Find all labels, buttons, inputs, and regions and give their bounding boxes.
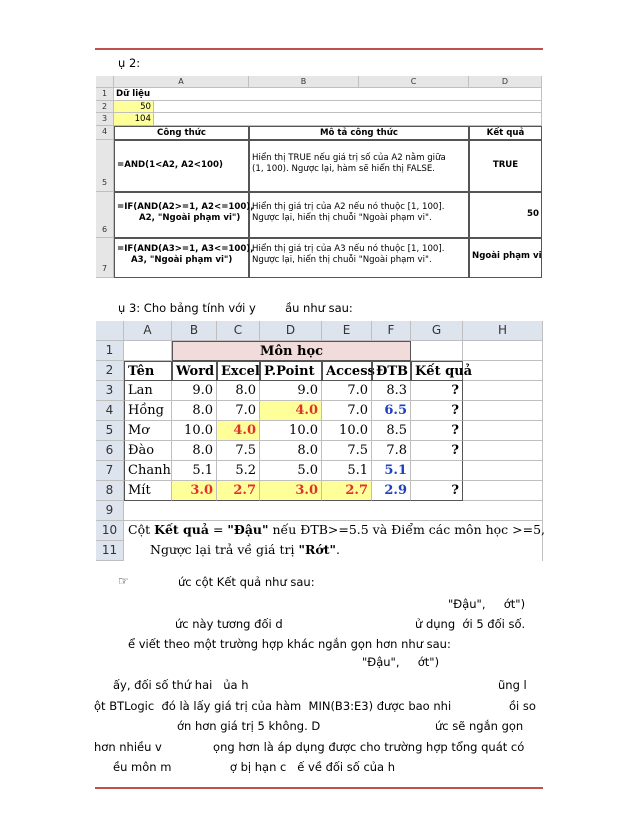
- empty-cell: [463, 461, 543, 481]
- empty-cell: [411, 341, 463, 361]
- header-name: Tên: [124, 361, 172, 381]
- body-line: ấy, đối số thứ hai ủa h: [113, 678, 249, 692]
- score-access: 7.5: [322, 441, 372, 461]
- example-2-heading: ụ 2:: [118, 56, 141, 70]
- row-number: 4: [96, 126, 114, 140]
- top-rule: [95, 48, 543, 50]
- row-number: 2: [96, 101, 114, 113]
- formula-text: =AND(1<A2, A2<100): [117, 160, 223, 170]
- row-number: 3: [96, 381, 124, 401]
- header-excel: Excel: [217, 361, 260, 381]
- column-header-b: B: [249, 76, 359, 88]
- empty-cell: [124, 341, 172, 361]
- corner-cell: [96, 321, 124, 341]
- note-text: Cột: [128, 522, 155, 537]
- bottom-rule: [95, 787, 543, 789]
- formula-text: =IF(AND(A2>=1, A2<=100),: [117, 202, 254, 212]
- body-line: ức này tương đối d: [175, 617, 283, 631]
- body-line: ều môn m ợ bị hạn c ế về đối số của h: [113, 760, 396, 774]
- subject-title-cell: Môn học: [172, 341, 411, 361]
- description-cell: [249, 192, 469, 238]
- column-header-a: A: [114, 76, 249, 88]
- score-excel: 7.0: [217, 401, 260, 421]
- average-score: 8.5: [372, 421, 411, 441]
- formula-cell: [114, 238, 254, 278]
- note-keyword: Kết quả: [154, 522, 209, 537]
- note-text: =: [208, 522, 228, 537]
- student-name: Mơ: [124, 421, 172, 441]
- empty-cell: [154, 101, 542, 113]
- score-access: 2.7: [322, 481, 372, 501]
- score-ppoint: 4.0: [260, 401, 322, 421]
- empty-cell: [463, 441, 543, 461]
- rule-note-line-1: [128, 522, 545, 537]
- formula-text: A2, "Ngoài phạm vi"): [139, 212, 241, 223]
- empty-cell: [154, 113, 542, 126]
- score-word: 8.0: [172, 401, 217, 421]
- score-word: 10.0: [172, 421, 217, 441]
- note-keyword: "Rớt": [298, 542, 336, 557]
- header-result: Kết quả: [411, 361, 463, 381]
- score-ppoint: 9.0: [260, 381, 322, 401]
- spreadsheet-image-1: [96, 76, 542, 278]
- row-number: 3: [96, 113, 114, 126]
- score-ppoint: 10.0: [260, 421, 322, 441]
- body-line: ức sẽ ngắn gọn: [435, 719, 524, 733]
- data-label-cell: Dữ liệu: [114, 88, 249, 101]
- row-number: 10: [96, 521, 124, 541]
- description-cell: [249, 140, 469, 192]
- student-name: Chanh: [124, 461, 172, 481]
- column-header-c: C: [359, 76, 469, 88]
- result-value: ?: [411, 441, 463, 461]
- cell-a2: 50: [114, 101, 154, 113]
- description-line: Ngược lại, hiển thị chuỗi "Ngoài phạm vi".: [252, 212, 432, 223]
- header-word: Word: [172, 361, 217, 381]
- score-excel: 2.7: [217, 481, 260, 501]
- corner-cell: [96, 76, 114, 88]
- formula-cell: [114, 140, 249, 192]
- score-ppoint: 8.0: [260, 441, 322, 461]
- result-value: ?: [411, 381, 463, 401]
- column-header-e: E: [322, 321, 372, 341]
- row-number: 6: [96, 192, 114, 238]
- score-access: 7.0: [322, 401, 372, 421]
- header-result: Kết quả: [469, 126, 542, 140]
- average-score: 6.5: [372, 401, 411, 421]
- formula-text: A3, "Ngoài phạm vi"): [131, 254, 233, 265]
- empty-cell: [463, 361, 543, 381]
- score-word: 9.0: [172, 381, 217, 401]
- header-description: Mô tả công thức: [249, 126, 469, 140]
- row-number: 7: [96, 238, 114, 278]
- score-access: 5.1: [322, 461, 372, 481]
- row-number: 11: [96, 541, 124, 561]
- note-text: Ngược lại trả về giá trị: [150, 542, 299, 557]
- average-score: 5.1: [372, 461, 411, 481]
- body-line: ức cột Kết quả như sau:: [178, 575, 315, 589]
- result-cell: 50: [469, 192, 542, 238]
- empty-cell: [463, 341, 543, 361]
- description-line: Ngược lại, hiển thị chuỗi "Ngoài phạm vi".: [252, 254, 432, 265]
- note-keyword: "Đậu": [227, 522, 269, 537]
- body-line: ồi so: [509, 699, 536, 713]
- row-number: 6: [96, 441, 124, 461]
- column-header-c: C: [217, 321, 260, 341]
- note-text: nếu ĐTB>=5.5 và Điểm các môn học >=5,: [268, 522, 546, 537]
- result-value: [411, 461, 463, 481]
- body-line: ũng l: [498, 678, 527, 692]
- body-line: "Đậu", ớt"): [362, 655, 440, 669]
- result-value: ?: [411, 421, 463, 441]
- header-dtb: ĐTB: [372, 361, 411, 381]
- row-number: 5: [96, 140, 114, 192]
- empty-cell: [463, 381, 543, 401]
- row-number: 1: [96, 341, 124, 361]
- score-word: 3.0: [172, 481, 217, 501]
- column-header-a: A: [124, 321, 172, 341]
- row-number: 8: [96, 481, 124, 501]
- empty-cell: [463, 481, 543, 501]
- column-header-g: G: [411, 321, 463, 341]
- score-word: 8.0: [172, 441, 217, 461]
- description-line: Hiển thị giá trị của A3 nếu nó thuộc [1, 100].: [252, 244, 445, 254]
- hand-pointer-icon: ☞: [118, 574, 129, 588]
- score-ppoint: 5.0: [260, 461, 322, 481]
- description-line: (1, 100). Ngược lại, hàm sẽ hiển thị FALSE.: [252, 163, 436, 174]
- average-score: 7.8: [372, 441, 411, 461]
- result-cell: Ngoài phạm vi: [469, 238, 542, 278]
- average-score: 2.9: [372, 481, 411, 501]
- formula-cell: [114, 192, 254, 238]
- result-value: ?: [411, 401, 463, 421]
- body-line: ử dụng ới 5 đối số.: [415, 617, 526, 631]
- average-score: 8.3: [372, 381, 411, 401]
- row-number: 5: [96, 421, 124, 441]
- body-line: ớn hơn giá trị 5 không. D: [177, 719, 321, 733]
- spreadsheet-image-2: [96, 321, 546, 561]
- student-name: Mít: [124, 481, 172, 501]
- score-excel: 4.0: [217, 421, 260, 441]
- row-number: 2: [96, 361, 124, 381]
- score-access: 7.0: [322, 381, 372, 401]
- example-3-heading: ụ 3: Cho bảng tính với y ầu như sau:: [118, 301, 353, 315]
- header-formula: Công thức: [114, 126, 249, 140]
- student-name: Đào: [124, 441, 172, 461]
- body-line: "Đậu", ớt"): [448, 597, 526, 611]
- row-number: 7: [96, 461, 124, 481]
- column-header-f: F: [372, 321, 411, 341]
- empty-cell: [463, 421, 543, 441]
- column-header-h: H: [463, 321, 543, 341]
- formula-text: =IF(AND(A3>=1, A3<=100),: [117, 244, 254, 254]
- score-access: 10.0: [322, 421, 372, 441]
- score-excel: 8.0: [217, 381, 260, 401]
- body-line: ể viết theo một trường hợp khác ngắn gọn hơn như sau:: [128, 637, 451, 651]
- header-ppoint: P.Point: [260, 361, 322, 381]
- description-line: Hiển thị TRUE nếu giá trị số của A2 nằm giữa: [252, 153, 446, 163]
- description-cell: [249, 238, 469, 278]
- header-access: Access: [322, 361, 372, 381]
- student-name: Hồng: [124, 401, 172, 421]
- note-text: .: [336, 542, 340, 557]
- column-header-d: D: [260, 321, 322, 341]
- description-line: Hiển thị giá trị của A2 nếu nó thuộc [1, 100].: [252, 202, 445, 212]
- score-excel: 7.5: [217, 441, 260, 461]
- column-header-d: D: [469, 76, 542, 88]
- student-name: Lan: [124, 381, 172, 401]
- rule-note-line-2: [150, 542, 340, 557]
- body-line: hơn nhiều v ọng hơn là áp dụng được cho trường hợp tổng quát có: [94, 740, 525, 754]
- result-cell: TRUE: [469, 140, 542, 192]
- body-line: ột BTLogic đó là lấy giá trị của hàm MIN(B3:E3) được bao nhi: [94, 699, 452, 713]
- column-header-b: B: [172, 321, 217, 341]
- score-excel: 5.2: [217, 461, 260, 481]
- row-number: 1: [96, 88, 114, 101]
- cell-a3: 104: [114, 113, 154, 126]
- row-number: 4: [96, 401, 124, 421]
- result-value: ?: [411, 481, 463, 501]
- empty-row: [124, 501, 543, 521]
- row-number: 9: [96, 501, 124, 521]
- score-ppoint: 3.0: [260, 481, 322, 501]
- empty-cell: [249, 88, 542, 101]
- score-word: 5.1: [172, 461, 217, 481]
- empty-cell: [463, 401, 543, 421]
